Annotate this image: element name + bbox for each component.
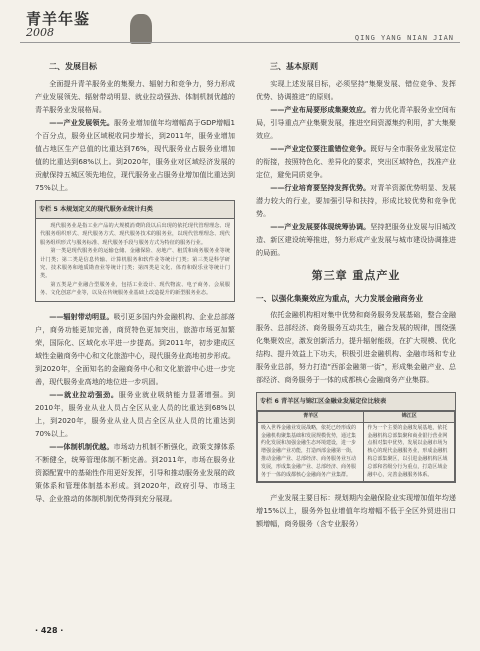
sidebar-box: [35, 200, 235, 302]
paragraph-lead: ——就业拉动强劲。: [49, 389, 119, 399]
section-heading: 二、发展目标: [49, 62, 97, 71]
page-number: · 428 ·: [35, 626, 64, 635]
logo-year: 2008: [26, 26, 54, 39]
paragraph-lead: ——体制机制优越。: [49, 441, 114, 451]
subsection-heading: 一、以强化集聚效应为重点，大力发展金融商务业: [256, 294, 424, 303]
table-header-row: [258, 412, 455, 423]
section-heading: 三、基本原则: [270, 62, 318, 71]
comparison-table: [257, 411, 455, 482]
table-row: [258, 422, 455, 482]
paragraph: [35, 388, 235, 440]
chapter-title: 第三章 重点产业: [311, 269, 401, 282]
paragraph: 依托金融机构相对集中优势和商务服务发展基础，整合金融服务、总部经济、商务服务互动共生，融合发展的规律，围绕强化集聚效应，激发创新活力，提升辐射能级，在扩大规模、优化结构、提升效益上下功夫，积极引进金融机构、金融市场和专业服务业总部，努力打造“西部金融第一街”，形成集金融产业、总部经济、商务服务于一体的成都核心金融商务产业集群。: [256, 310, 456, 384]
table-header-cell: 青羊区: [258, 412, 364, 423]
paragraph: [256, 181, 456, 220]
right-column: [256, 58, 456, 530]
paragraph-text: 既好与全市服务业发展定位的衔接，按照特色化、差异化的要求，突出区域特色，找准产业定位，避免同质竞争。: [256, 144, 457, 179]
header-divider: [20, 42, 460, 43]
paragraph-text: 坚持把服务业发展与旧城改造、新区建设统筹推进，努力形成产业发展与城市建设协调推进的局面。: [256, 222, 457, 257]
paragraph: [35, 116, 235, 194]
table-title: 专栏 6 青羊区与锦江区金融业发展定位比较表: [257, 393, 455, 411]
table-header-cell: 锦江区: [364, 412, 455, 423]
logo-figure-icon: [130, 14, 152, 44]
paragraph: [256, 220, 456, 259]
paragraph-text: 服务业就业吸纳能力显著增强。到2010年，服务业从业人员占全区从业人员的比重达到68%以上，到2020年，服务业从业人员占全区从业人员的比重达到70%以上。: [35, 389, 236, 438]
paragraph: [35, 440, 235, 505]
paragraph-text: 着力优化青羊服务业空间布局，引导重点产业集聚发展，推进空间资源集约利用，扩大集聚效应。: [256, 105, 457, 140]
paragraph-lead: ——产业发展要体现统筹协调。: [270, 222, 371, 231]
paragraph-text: 市场动力机制不断强化，政策支撑体系不断健全，统筹管理体制不断完善。到2011年，市场在服务业资源配置中的基础性作用更好发挥，引导和推动服务业发展的政策体系和管理体制基本形成。到2020年，政府引导、市场主导、企业推动的体制机制优势得到充分展现。: [35, 441, 236, 503]
paragraph: [256, 142, 456, 181]
paragraph-text: 服务业增加值年均增幅高于GDP增幅1个百分点，服务业区域税收同步增长，到2011年，服务业增加值占地区生产总值的比重达到76%，现代服务业占服务业增加值的比重达到68%以上。到2020年，服务业对区域经济发展的贡献保持五城区领先地位，现代服务业占服务业增加值比重达到75%以上。: [35, 118, 236, 192]
box-body: [36, 219, 234, 301]
paragraph-lead: ——产业布局要形成集聚效应。: [270, 105, 371, 114]
paragraph-lead: ——行业培育要坚持发挥优势。: [270, 183, 371, 192]
box-paragraph: 第一类是现代服务业的运输仓储、金融保险、房地产、租赁和商务服务业等统计门类；第二类是信息传输、计算机服务和软件业等统计门类；第三类是科学研究、技术服务和地质勘查业等统计门类；第四类是文化、体育和娱乐业等统计门类。: [40, 248, 230, 280]
yearbook-logo: [22, 8, 152, 44]
paragraph-lead: ——产业定位要注重错位竞争。: [270, 144, 371, 153]
box-title: 专栏 5 本规划定义的现代服务业统计归类: [36, 201, 234, 219]
paragraph-text: 吸引更多国内外金融机构、企业总部落户，商务功能更加完善，商贸特色更加突出，旅游市场更加繁荣，国际化、区域化水平进一步提高。到2011年，初步建成区域性金融商务中心和文化旅游中心，现代服务业高地初步形成。到2020年，全面知名的金融商务中心和文化旅游中心进一步完善，现代服务业高地的地位进一步巩固。: [35, 311, 236, 386]
paragraph-text: 对青羊资源优势明显、发展潜力较大的行业，要加强引导和扶持，形成比较优势和竞争优势。: [256, 183, 457, 218]
comparison-table-box: [256, 392, 456, 483]
paragraph: 产业发展主要目标：规划期内金融保险业实现增加值年均递增15%以上，服务外包业增值年均增幅不低于全区外贸进出口额增幅，商务服务（含专业服务）: [256, 493, 456, 529]
left-column: [35, 58, 235, 505]
paragraph: 实现上述发展目标，必须坚持“集聚发展、错位竞争、发挥优势、协调推进”的原则。: [256, 79, 456, 101]
paragraph: 全面提升青羊服务业的集聚力、辐射力和竞争力，努力形成产业发展领先、辐射带动明显、就业拉动强劲、体制机制优越的青羊服务业发展格局。: [35, 79, 235, 114]
paragraph: [35, 310, 235, 388]
paragraph: [256, 103, 456, 142]
box-paragraph: 现代服务业是指工业产品的大规模消费阶段以后出现的依托现代管理理念、现代服务组织形式、现代服务方式、现代服务技术的服务业，以现代管理理念、现代服务组织形式与服务标准、现代服务手段与服务方式为特征的服务行业。: [40, 223, 230, 246]
table-cell: 作为一个主要的金融发展基地，依托金融机构总部集聚和商业银行营业网点相对集中优势，发展以金融市场为核心的现代金融服务业，形成金融机构总部集聚区，以引进金融机构区域总部和省级分行为重点，打造区域金融中心，完善金融服务体系。: [364, 422, 455, 482]
table-cell: 吸入世界金融业发展战略，依托已经形成的金融机构聚集基础和发展规模优势，通过集约化发展和加强金融生态环境建设，进一步增强金融产业功能，打造西部金融第一街，推动金融产业、总部经济、商务服务业互动发展，形成集金融产业、总部经济、商务服务于一体的成都核心金融商务产业集群。: [258, 422, 364, 482]
logo-title: 青羊年鉴: [26, 10, 91, 28]
box-paragraph: 第五类是产业融合型服务业，包括工业设计、现代物流、电子商务、会展服务、文化创意产业等，以及在传统服务业基础上改造提升的新型服务业态。: [40, 281, 230, 297]
header-pinyin: QING YANG NIAN JIAN: [354, 34, 454, 42]
paragraph-lead: ——辐射带动明显。: [49, 311, 114, 321]
paragraph-lead: ——产业发展领先。: [49, 118, 115, 127]
